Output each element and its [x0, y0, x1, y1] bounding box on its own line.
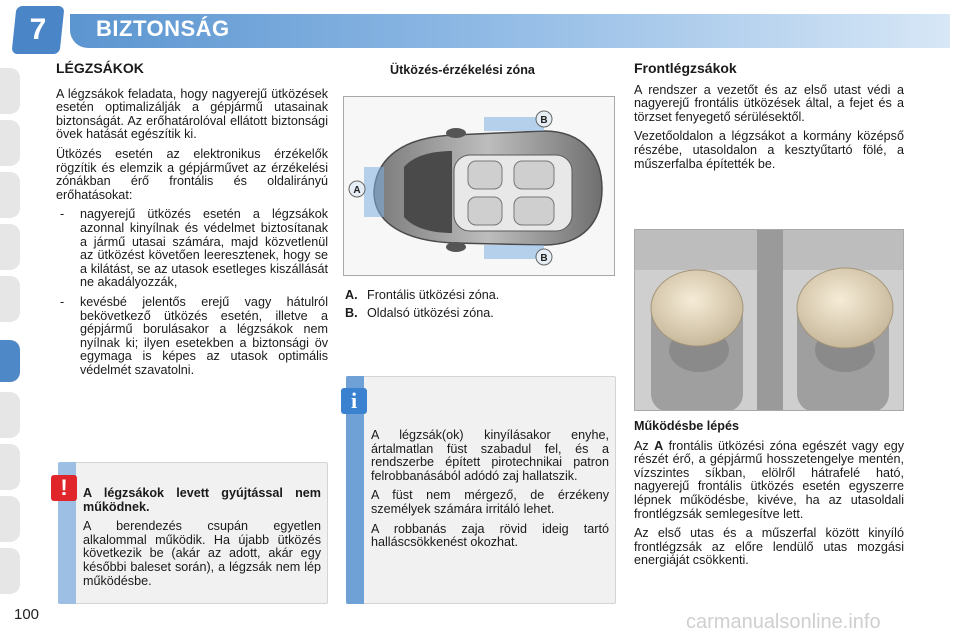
- zone-b-top-label: B: [540, 115, 548, 126]
- section-title: Frontlégzsákok: [634, 60, 737, 76]
- page-number: 100: [14, 606, 40, 623]
- legend-row: [345, 286, 615, 304]
- legend-text: Frontális ütközési zóna.: [367, 288, 500, 302]
- info-content: [371, 429, 609, 556]
- car-diagram: [343, 96, 615, 276]
- legend-text: Oldalsó ütközési zóna.: [367, 306, 494, 320]
- rail-tab[interactable]: [0, 496, 20, 542]
- text-rest: frontális ütközési zóna egészét vagy egy részét érő, a gépjármű hosszetengelye mentén, vízszintes síkban, elölről hátrafelé ható, nagyerejű frontális ütközés esetén egyszerre lépnek működésbe, kivéve, ha az utasoldali frontlégzsák semlegesítve lett.: [634, 438, 905, 521]
- paragraph: [634, 440, 904, 522]
- rail-tab[interactable]: [0, 392, 20, 438]
- section-title: LÉGZSÁKOK: [56, 60, 144, 76]
- info-box: [346, 376, 616, 604]
- legend-key: B.: [345, 306, 358, 320]
- info-icon: i: [341, 388, 367, 414]
- rail-tab[interactable]: [0, 68, 20, 114]
- warning-content: [83, 487, 321, 594]
- chapter-rail: [0, 0, 42, 640]
- rail-tab[interactable]: [0, 172, 20, 218]
- list-item: - kevésbé jelentős erejű vagy hátulról bekövetkező ütközés esetén, illetve a gépjármű borulásakor a légzsákok nem nyílnak ki; ilyen esetekben a biztonsági öv egymaga is képes az utasok optimális védelmét szavatolni.: [56, 296, 328, 378]
- paragraph: Vezetőoldalon a légzsákot a kormány középső részébe, utasoldalon a kesztyűtartó fölé, a műszerfalba építették be.: [634, 129, 904, 171]
- zone-key: A: [654, 438, 664, 453]
- paragraph: Ütközés esetén az elektronikus érzékelők rögzítik és elemzik a gépjárművet az érzékelési zónákban érő frontális és oldalirányú erőhatásokat:: [56, 146, 328, 202]
- rail-tab[interactable]: [0, 276, 20, 322]
- info-text: A füst nem mérgező, de érzékeny személyek számára irritáló lehet.: [371, 488, 609, 516]
- warning-icon: !: [51, 475, 77, 501]
- airbag-illustration: [634, 229, 904, 411]
- zone-a-label: A: [353, 185, 361, 196]
- right-column-top: [634, 62, 904, 177]
- watermark: carmanualsonline.info: [686, 611, 881, 633]
- rail-tab[interactable]: [0, 224, 20, 270]
- legend-key: A.: [345, 288, 358, 302]
- left-column: [56, 62, 328, 383]
- bullet-list: [56, 208, 328, 377]
- legend-row: [345, 304, 615, 322]
- info-text: A robbanás zaja rövid ideig tartó halláscsökkenést okozhat.: [371, 521, 609, 550]
- list-item: - nagyerejű ütközés esetén a légzsákok azonnal kinyílnak és védelmet biztosítanak a jármű utasai számára, majd közvetlenül az ütközést követően leeresztenek, hogy se a kilátást, se az utasok esetleges kiszállását ne akadályozzák,: [56, 208, 328, 290]
- chapter-number: 7: [29, 13, 47, 46]
- car-top-view-illustration: [344, 97, 615, 276]
- paragraph: Az első utas és a műszerfal között kinyíló frontlégzsák az előre lendülő utas mozgási energiáját csökkenti.: [634, 526, 904, 568]
- paragraph: A rendszer a vezetőt és az első utast védi a nagyerejű frontális ütközések által, a fejet és a törzset fenyegető sérülésektől.: [634, 82, 904, 124]
- info-text: A légzsák(ok) kinyílásakor enyhe, ártalmatlan füst szabadul fel, és a rendszerbe épített pirotechnikai patron felrobbanásából adódó zaj hallatszik.: [371, 428, 609, 483]
- zone-b-bottom-label: B: [540, 253, 548, 264]
- sub-title: Működésbe lépés: [634, 419, 739, 433]
- rail-tab[interactable]: [0, 120, 20, 166]
- text-prefix: Az: [634, 438, 649, 453]
- right-column-bottom: [634, 420, 904, 574]
- warning-box: [58, 462, 328, 604]
- warning-title: A légzsákok levett gyújtással nem működnek.: [83, 486, 321, 514]
- paragraph: A légzsákok feladata, hogy nagyerejű ütközések esetén optimalizálják a gépjármű utasainak biztonságát. Az erőhatárolóval ellátott biztonsági övek hatását egészítik ki.: [56, 86, 328, 142]
- warning-text: A berendezés csupán egyetlen alkalommal működik. Ha újabb ütközés következik be (akár az adott, akár egy későbbi baleset során), a légzsák nem lép működésbe.: [83, 519, 321, 588]
- rail-tab[interactable]: [0, 548, 20, 594]
- front-airbags-illustration: [635, 230, 904, 411]
- page-title: BIZTONSÁG: [96, 16, 230, 41]
- rail-tab[interactable]: [0, 444, 20, 490]
- rail-tab-active[interactable]: [0, 340, 20, 382]
- diagram-title: Ütközés-érzékelési zóna: [390, 63, 535, 77]
- zone-legend: [345, 286, 615, 322]
